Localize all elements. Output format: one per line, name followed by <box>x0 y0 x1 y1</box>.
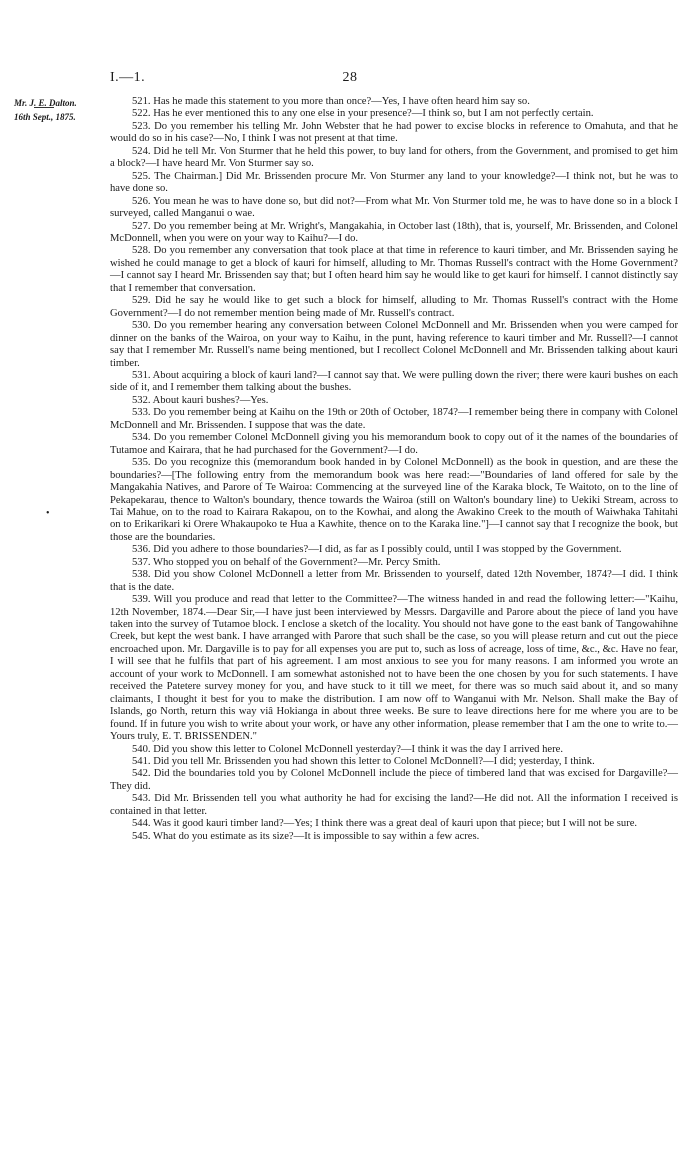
margin-date: 16th Sept., 1875. <box>14 112 76 122</box>
question-528: 528. Do you remember any conversation that took place at that time in reference to kauri timber, and Mr. Brissenden saying he wished he could manage to get a block of kauri for himself, alluding to Mr. Thomas Russell's contract with the Home Government?—I cannot say I heard Mr. Brissenden say that; but I often heard him say he would like to get kauri for himself. I cannot distinctly say that I remember that conversation. <box>110 245 678 294</box>
stray-mark: • <box>46 508 50 519</box>
question-536: 536. Did you adhere to those boundaries?—I did, as far as I possibly could, until I was stopped by the Government. <box>132 544 622 556</box>
margin-witness-name: Mr. J. E. Dalton. <box>14 98 77 108</box>
question-537: 537. Who stopped you on behalf of the Government?—Mr. Percy Smith. <box>132 556 441 568</box>
question-535: 535. Do you recognize this (memorandum book handed in by Colonel McDonnell) as the book in question, and are these the boundaries?—[The following entry from the memorandum book was here read:—"Boundaries of land offered for sale by the Mangakahia Natives, and Parore of Te Wairoa: Commencing at the surveyed line of the Karaka block, Te Waitoto, on to the line of Pekapekarau, thence to Walton's boundary, thence towards the Wairoa (still on Walton's boundary line) to Uekiki Stream, across to Tai Mahue, on to the road to Kairara Rakapou, on to the Kowhai, and along the Awakino Creek to the mouth of Waiwhaka Tahitahi on to Erikarikari ki Orere Whakaupoko te Hua a Kawhite, thence on to the Karaka line."]—I cannot say that I recognize the book, but those are the boundaries. <box>110 457 678 543</box>
question-523: 523. Do you remember his telling Mr. John Webster that he had power to excise blocks in reference to Omahuta, and that he would do so in his case?—No, I think I was not present at that time. <box>110 120 678 145</box>
question-544: 544. Was it good kauri timber land?—Yes; I think there was a great deal of kauri upon that piece; but I will not be sure. <box>132 818 638 830</box>
margin-divider <box>34 107 54 108</box>
question-542: 542. Did the boundaries told you by Colonel McDonnell include the piece of timbered land that was excised for Dargaville?—They did. <box>110 768 678 792</box>
question-540: 540. Did you show this letter to Colonel McDonnell yesterday?—I think it was the day I arrived here. <box>132 743 564 755</box>
question-525: 525. The Chairman.] Did Mr. Brissenden procure Mr. Von Sturmer any land to your knowledge?—I think not, but he was to have done so. <box>110 170 678 195</box>
question-524: 524. Did he tell Mr. Von Sturmer that he held this power, to buy land for others, from the Government, and promised to get him a block?—I have heard Mr. Von Sturmer say so. <box>110 145 678 170</box>
question-522: 522. Has he ever mentioned this to any one else in your presence?—I think so, but I am not perfectly certain. <box>132 108 594 120</box>
question-541: 541. Did you tell Mr. Brissenden you had shown this letter to Colonel McDonnell?—I did; yesterday, I think. <box>132 756 595 768</box>
question-532: 532. About kauri bushes?—Yes. <box>132 394 269 406</box>
question-527: 527. Do you remember being at Mr. Wright's, Mangakahia, in October last (18th), that is, yourself, Mr. Brissenden, and Colonel McDonnell, when you were on your way to Kaihu?—I do. <box>110 220 678 244</box>
question-521: 521. Has he made this statement to you more than once?—Yes, I have often heard him say so. <box>132 96 530 107</box>
question-543: 543. Did Mr. Brissenden tell you what authority he had for excising the land?—He did not. All the information I received is contained in that letter. <box>110 793 678 817</box>
transcript-body <box>110 96 678 843</box>
page-number: 28 <box>342 70 358 85</box>
question-539: 539. Will you produce and read that letter to the Committee?—The witness handed in and read the following letter:—"Kaihu, 12th November, 1874.—Dear Sir,—I have just been interviewed by Messrs. Dargaville and Parore about the piece of land you have taken into the survey of Tutamoe block. I enclose a sketch of the locality. You should not have gone to the east bank of Tangowahihne Creek, but kept the west bank. I have arranged with Parore that such shall be the case, so you will please return and cut out the piece encroached upon. Mr. Dargaville is to pay for all expenses you are put to, such as loss of acreage, loss of time, &c., &c. Have no fear, I will see that he fulfils that part of his agreement. I am most anxious to see you for many reasons. I am informed you wrote an account of your work to McDonnell. I am somewhat astonished not to have been the one chosen by you for such statements. I have received the Patetere survey money for you, and have stuck to it till we meet, for there was so much said about it, and so many claimants, I thought it best for you to make the distribution. I am now off to Wanganui with Mr. Nelson. Shall make the Bay of Islands, go North, return this way viâ Hokianga in about three weeks. Be sure to leave directions here for me where you are to be found. If in future you wish to write about your work, or have any other information, please remember that I am the one to write to.—Yours truly, E. T. BRISSENDEN." <box>110 594 678 743</box>
document-code: I.—1. <box>110 70 146 85</box>
question-533: 533. Do you remember being at Kaihu on the 19th or 20th of October, 1874?—I remember being there in company with Colonel McDonnell and Mr. Brissenden. I suppose that was the date. <box>110 407 678 431</box>
question-526: 526. You mean he was to have done so, but did not?—From what Mr. Von Sturmer told me, he was to have done so in a block I surveyed, called Manganui o wae. <box>110 195 678 220</box>
question-534: 534. Do you remember Colonel McDonnell giving you his memorandum book to copy out of it the names of the boundaries of Tutamoe and Kairara, that he had purchased for the Government?—I do. <box>110 432 678 456</box>
question-545: 545. What do you estimate as its size?—It is impossible to say within a few acres. <box>132 830 480 842</box>
question-531: 531. About acquiring a block of kauri land?—I cannot say that. We were pulling down the river; there were kauri bushes on each side of it, and I remember them talking about the bushes. <box>110 369 678 394</box>
question-529: 529. Did he say he would like to get such a block for himself, alluding to Mr. Thomas Russell's contract with the Home Government?—I do not remember mention being made of Mr. Russell's contract. <box>110 295 678 319</box>
question-530: 530. Do you remember hearing any conversation between Colonel McDonnell and Mr. Brissenden when you were camped for dinner on the banks of the Wairoa, on your way to Kaihu, in the punt, having reference to kauri timber and Mr. Russell?—I cannot say that I remember Mr. Russell's name being mentioned, but I recollect Colonel McDonnell and Mr. Brissenden talking about kauri timber. <box>110 320 678 369</box>
question-538: 538. Did you show Colonel McDonnell a letter from Mr. Brissenden to yourself, dated 12th November, 1874?—I did. I think that is the date. <box>110 569 678 593</box>
